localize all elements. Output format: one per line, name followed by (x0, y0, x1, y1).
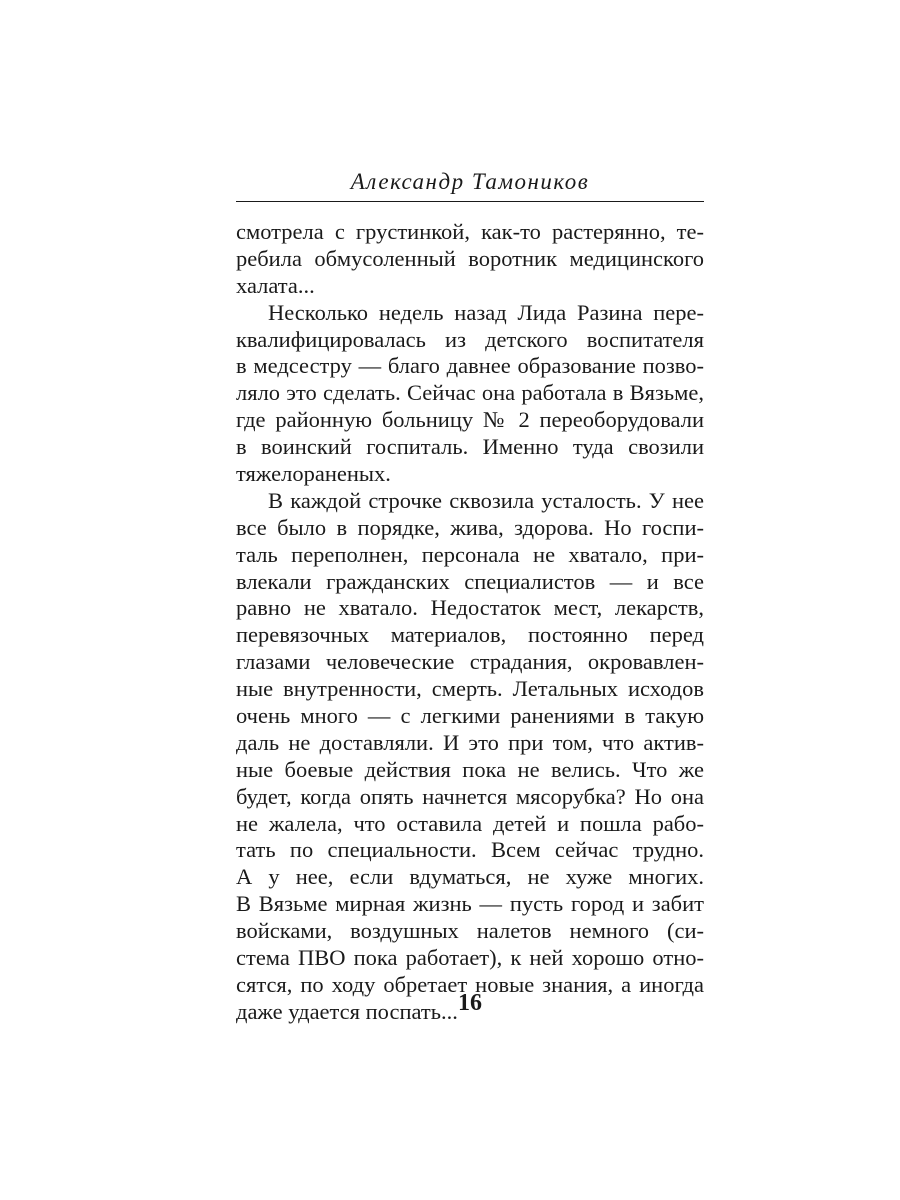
text-line: не жалела, что оставила детей и пошла рабо- (236, 810, 704, 836)
text-line: тать по специальности. Всем сейчас трудно. (236, 837, 704, 863)
text-line: квалифицировалась из детского воспитателя (236, 326, 704, 352)
text-line: равно не хватало. Недостаток мест, лекарств, (236, 595, 704, 621)
text-line: войсками, воздушных налетов немного (си- (236, 918, 704, 944)
text-block (236, 219, 704, 1026)
text-line: перевязочных материалов, постоянно перед (236, 622, 704, 648)
text-line: даль не доставляли. И это при том, что актив- (236, 729, 704, 755)
text-line: влекали гражданских специалистов — и все (236, 568, 704, 594)
text-line: Несколько недель назад Лида Разина пере- (268, 299, 704, 325)
text-line: в воинский госпиталь. Именно туда свозили (236, 434, 704, 460)
text-line: стема ПВО пока работает), к ней хорошо отно- (236, 945, 704, 971)
text-line: тяжелораненых. (236, 461, 391, 487)
text-line: А у нее, если вдуматься, не хуже многих. (236, 864, 704, 890)
text-line: очень много — с легкими ранениями в такую (236, 703, 704, 729)
text-line: В каждой строчке сквозила усталость. У нее (268, 487, 704, 513)
text-line: ребила обмусоленный воротник медицинского (236, 245, 704, 271)
text-line: сятся, по ходу обретает новые знания, а иногда (236, 971, 704, 997)
running-head: Александр Тамоников (350, 169, 590, 194)
text-line: ляло это сделать. Сейчас она работала в Вязьме, (236, 380, 704, 406)
page-number: 16 (458, 990, 482, 1016)
text-line: все было в порядке, жива, здорова. Но госпи- (236, 514, 704, 540)
text-line: В Вязьме мирная жизнь — пусть город и забит (236, 891, 704, 917)
text-line: где районную больницу № 2 переоборудовали (236, 407, 704, 433)
text-line: ные внутренности, смерть. Летальных исходов (236, 676, 704, 702)
text-line: в медсестру — благо давнее образование позво- (236, 353, 704, 379)
text-line: будет, когда опять начнется мясорубка? Но она (236, 783, 704, 809)
text-line: смотрела с грустинкой, как-то растерянно, те- (236, 219, 704, 244)
text-line: даже удается поспать... (236, 998, 458, 1024)
text-line: таль переполнен, персонала не хватало, при- (236, 541, 704, 567)
text-line: халата... (236, 272, 315, 298)
running-head-rule (236, 201, 704, 202)
text-line: ные боевые действия пока не велись. Что же (236, 756, 704, 782)
text-line: глазами человеческие страдания, окровавлен- (236, 649, 704, 675)
